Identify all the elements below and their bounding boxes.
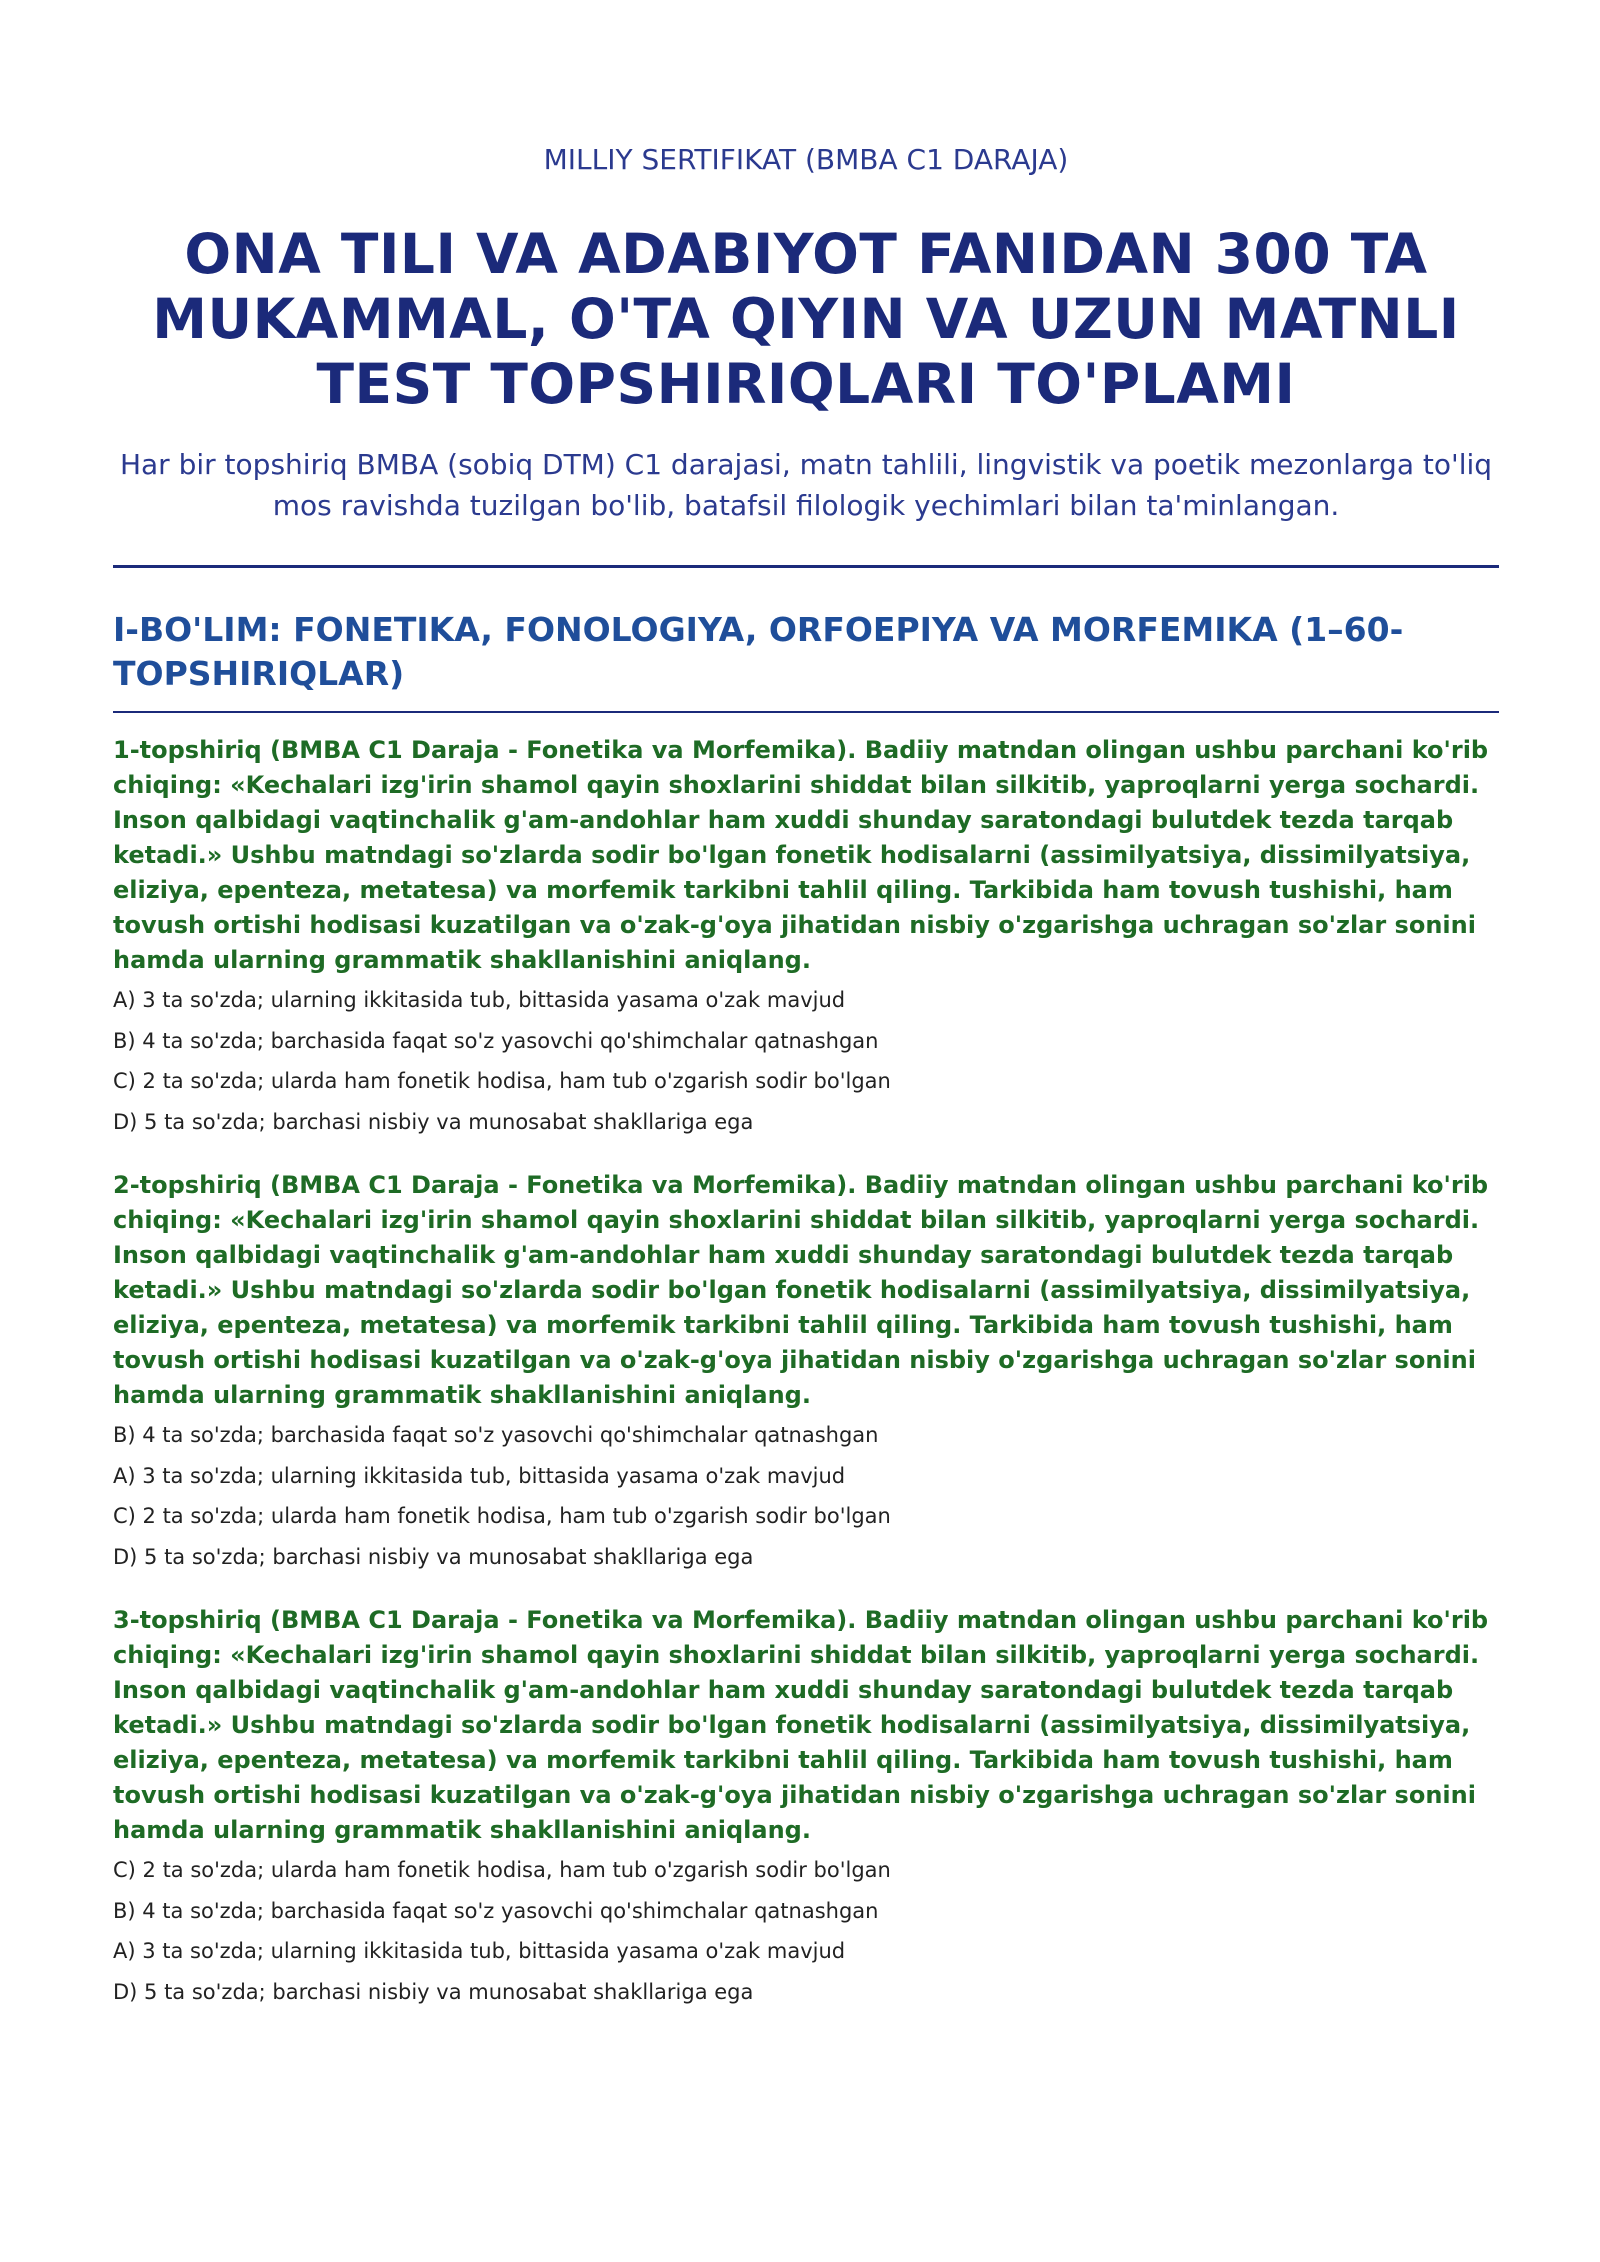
task-1: [113, 733, 1499, 1142]
option: C) 2 ta so'zda; ularda ham fonetik hodisa, ham tub o'zgarish sodir bo'lgan: [113, 1858, 891, 1882]
document-title: ONA TILI VA ADABIYOT FANIDAN 300 TA MUKAMMAL, O'TA QIYIN VA UZUN MATNLI TEST TOPSHIRIQLARI TO'PLAMI: [152, 222, 1460, 416]
option: B) 4 ta so'zda; barchasida faqat so'z yasovchi qo'shimchalar qatnashgan: [113, 1028, 879, 1053]
header-divider: [113, 565, 1499, 568]
option: D) 5 ta so'zda; barchasi nisbiy va munosabat shakllariga ega: [113, 1979, 754, 2004]
option: A) 3 ta so'zda; ularning ikkitasida tub, bittasida yasama o'zak mavjud: [113, 1463, 846, 1488]
task-2: [113, 1168, 1499, 1577]
options-list: [113, 980, 1499, 1142]
option: A) 3 ta so'zda; ularning ikkitasida tub, bittasida yasama o'zak mavjud: [113, 1939, 846, 1963]
section-heading: I-BO'LIM: FONETIKA, FONOLOGIYA, ORFOEPIYA VA MORFEMIKA (1–60-TOPSHIRIQLAR): [113, 610, 1404, 693]
option: C) 2 ta so'zda; ularda ham fonetik hodisa, ham tub o'zgarish sodir bo'lgan: [113, 1504, 891, 1528]
option: C) 2 ta so'zda; ularda ham fonetik hodisa, ham tub o'zgarish sodir bo'lgan: [113, 1069, 891, 1093]
option: D) 5 ta so'zda; barchasi nisbiy va munosabat shakllariga ega: [113, 1109, 754, 1134]
task-stem: 3-topshiriq (BMBA C1 Daraja - Fonetika va Morfemika). Badiiy matndan olingan ushbu parchani ko'rib chiqing: «Kechalari izg'irin shamol qayin shoxlarini shiddat bilan silkitib, yaproqlarni yerga sochardi. Inson qalbidagi vaqtinchalik g'am-andohlar ham xuddi shunday saratondagi bulutdek tezda tarqab ketadi.» Ushbu matndagi so'zlarda sodir bo'lgan fonetik hodisalarni (assimilyatsiya, dissimilyatsiya, eliziya, epenteza, metatesa) va morfemik tarkibni tahlil qiling. Tarkibida ham tovush tushishi, ham tovush ortishi hodisasi kuzatilgan va o'zak-g'oya jihatidan nisbiy o'zgarishga uchragan so'zlar sonini hamda ularning grammatik shakllanishini aniqlang.: [113, 1606, 1489, 1844]
task-3: [113, 1603, 1499, 2012]
option: B) 4 ta so'zda; barchasida faqat so'z yasovchi qo'shimchalar qatnashgan: [113, 1898, 879, 1923]
options-list: [113, 1415, 1499, 1577]
option: D) 5 ta so'zda; barchasi nisbiy va munosabat shakllariga ega: [113, 1544, 754, 1569]
document-kicker: MILLIY SERTIFIKAT (BMBA C1 DARAJA): [543, 143, 1069, 176]
task-stem: 1-topshiriq (BMBA C1 Daraja - Fonetika va Morfemika). Badiiy matndan olingan ushbu parchani ko'rib chiqing: «Kechalari izg'irin shamol qayin shoxlarini shiddat bilan silkitib, yaproqlarni yerga sochardi. Inson qalbidagi vaqtinchalik g'am-andohlar ham xuddi shunday saratondagi bulutdek tezda tarqab ketadi.» Ushbu matndagi so'zlarda sodir bo'lgan fonetik hodisalarni (assimilyatsiya, dissimilyatsiya, eliziya, epenteza, metatesa) va morfemik tarkibni tahlil qiling. Tarkibida ham tovush tushishi, ham tovush ortishi hodisasi kuzatilgan va o'zak-g'oya jihatidan nisbiy o'zgarishga uchragan so'zlar sonini hamda ularning grammatik shakllanishini aniqlang.: [113, 736, 1489, 974]
options-list: [113, 1850, 1499, 2012]
task-stem: 2-topshiriq (BMBA C1 Daraja - Fonetika va Morfemika). Badiiy matndan olingan ushbu parchani ko'rib chiqing: «Kechalari izg'irin shamol qayin shoxlarini shiddat bilan silkitib, yaproqlarni yerga sochardi. Inson qalbidagi vaqtinchalik g'am-andohlar ham xuddi shunday saratondagi bulutdek tezda tarqab ketadi.» Ushbu matndagi so'zlarda sodir bo'lgan fonetik hodisalarni (assimilyatsiya, dissimilyatsiya, eliziya, epenteza, metatesa) va morfemik tarkibni tahlil qiling. Tarkibida ham tovush tushishi, ham tovush ortishi hodisasi kuzatilgan va o'zak-g'oya jihatidan nisbiy o'zgarishga uchragan so'zlar sonini hamda ularning grammatik shakllanishini aniqlang.: [113, 1171, 1489, 1409]
option: A) 3 ta so'zda; ularning ikkitasida tub, bittasida yasama o'zak mavjud: [113, 988, 846, 1012]
option: B) 4 ta so'zda; barchasida faqat so'z yasovchi qo'shimchalar qatnashgan: [113, 1423, 879, 1447]
section-divider: [113, 711, 1499, 713]
document-subtitle: Har bir topshiriq BMBA (sobiq DTM) C1 darajasi, matn tahlili, lingvistik va poetik mezonlarga to'liq mos ravishda tuzilgan bo'lib, batafsil filologik yechimlari bilan ta'minlangan.: [119, 448, 1493, 522]
